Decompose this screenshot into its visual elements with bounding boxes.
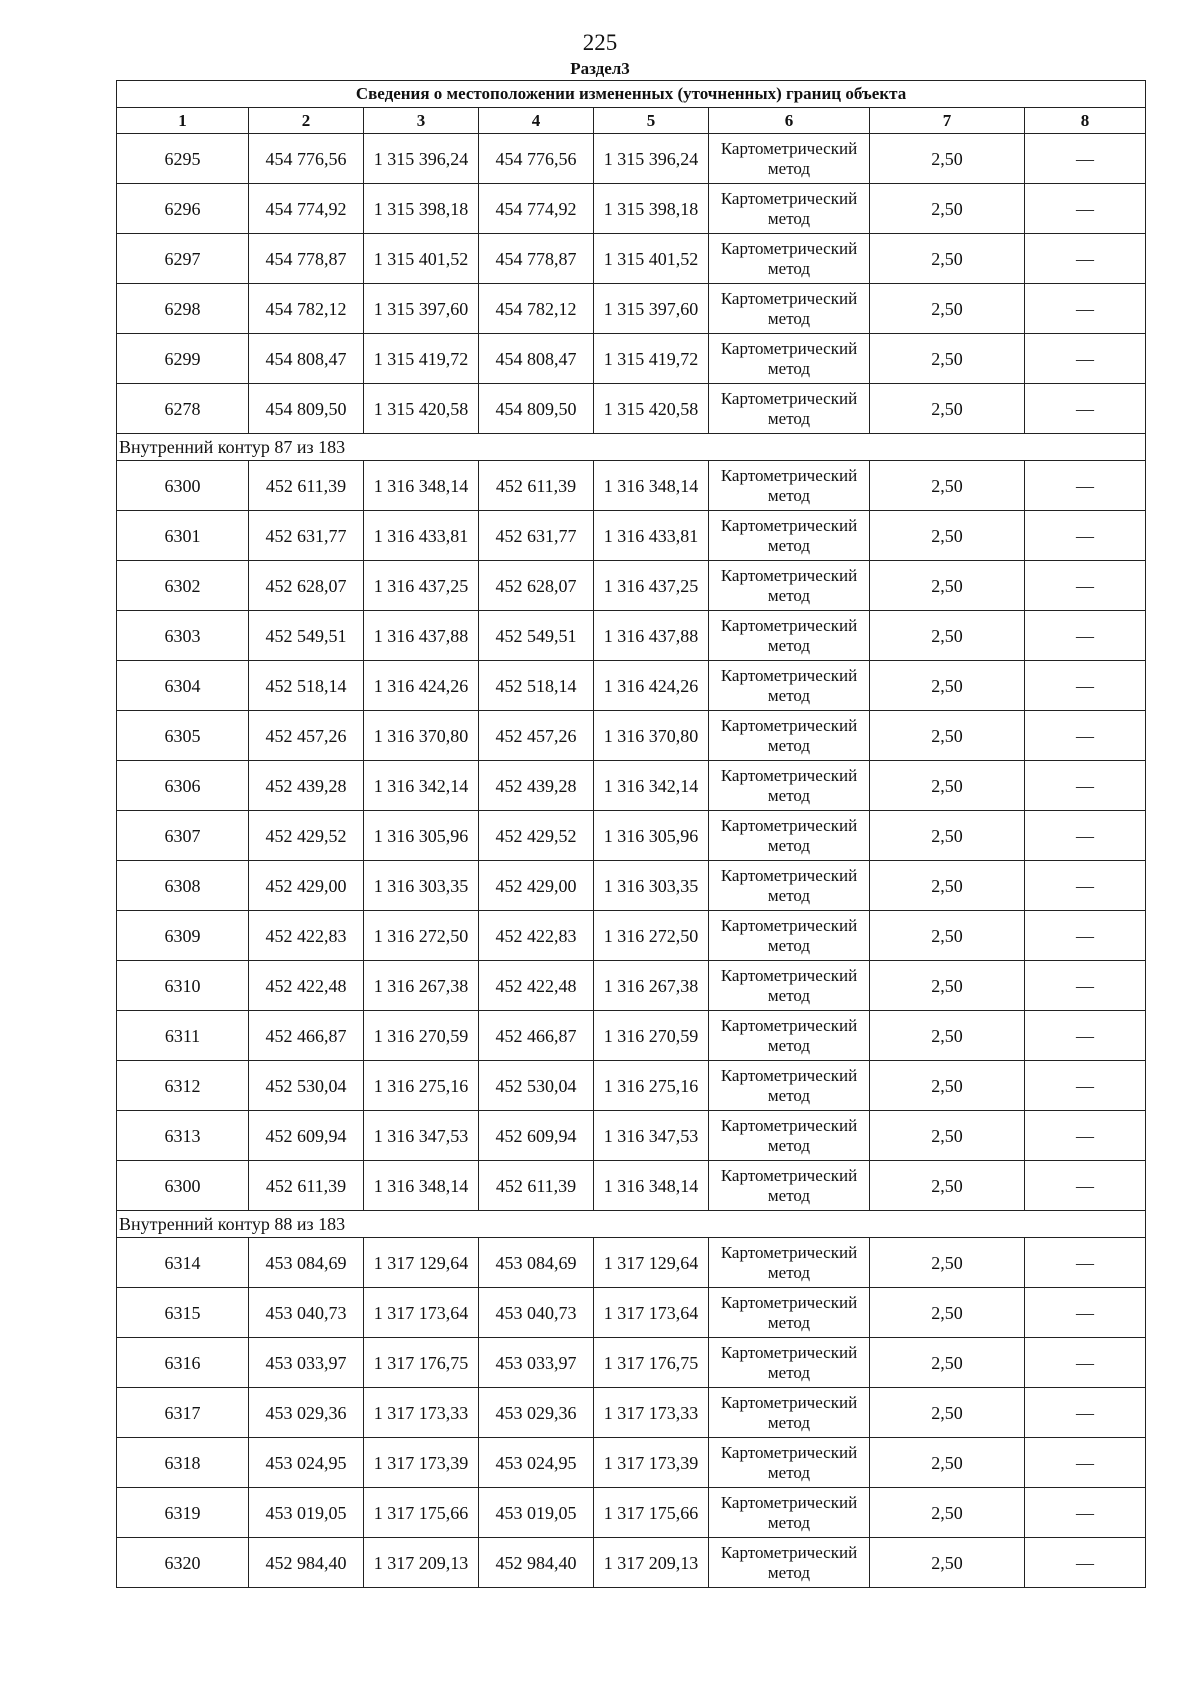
x-new-cell: 454 778,87 — [479, 234, 594, 284]
table-row — [117, 334, 1146, 384]
x-old-cell: 452 422,48 — [249, 961, 364, 1011]
y-new-cell: 1 316 267,38 — [594, 961, 709, 1011]
table-row — [117, 234, 1146, 284]
y-new-cell: 1 315 398,18 — [594, 184, 709, 234]
accuracy-cell: 2,50 — [870, 461, 1025, 511]
x-old-cell: 452 466,87 — [249, 1011, 364, 1061]
x-new-cell: 452 628,07 — [479, 561, 594, 611]
description-cell: — — [1025, 1538, 1146, 1588]
method-cell: Картометрический метод — [709, 1488, 870, 1538]
point-number-cell: 6320 — [117, 1538, 249, 1588]
point-number-cell: 6300 — [117, 1161, 249, 1211]
y-new-cell: 1 316 347,53 — [594, 1111, 709, 1161]
description-cell: — — [1025, 1338, 1146, 1388]
x-old-cell: 452 984,40 — [249, 1538, 364, 1588]
y-new-cell: 1 317 129,64 — [594, 1238, 709, 1288]
y-old-cell: 1 315 398,18 — [364, 184, 479, 234]
accuracy-cell: 2,50 — [870, 184, 1025, 234]
x-new-cell: 453 024,95 — [479, 1438, 594, 1488]
description-cell: — — [1025, 284, 1146, 334]
x-old-cell: 454 776,56 — [249, 134, 364, 184]
y-new-cell: 1 316 437,88 — [594, 611, 709, 661]
accuracy-cell: 2,50 — [870, 1338, 1025, 1388]
point-number-cell: 6298 — [117, 284, 249, 334]
accuracy-cell: 2,50 — [870, 561, 1025, 611]
method-cell: Картометрический метод — [709, 184, 870, 234]
x-new-cell: 452 530,04 — [479, 1061, 594, 1111]
y-old-cell: 1 316 437,25 — [364, 561, 479, 611]
method-cell: Картометрический метод — [709, 761, 870, 811]
y-new-cell: 1 315 396,24 — [594, 134, 709, 184]
x-new-cell: 452 429,52 — [479, 811, 594, 861]
y-new-cell: 1 316 272,50 — [594, 911, 709, 961]
point-number-cell: 6303 — [117, 611, 249, 661]
x-new-cell: 452 518,14 — [479, 661, 594, 711]
description-cell: — — [1025, 1438, 1146, 1488]
point-number-cell: 6304 — [117, 661, 249, 711]
description-cell: — — [1025, 1111, 1146, 1161]
x-new-cell: 452 466,87 — [479, 1011, 594, 1061]
column-number: 8 — [1025, 108, 1146, 134]
x-old-cell: 452 628,07 — [249, 561, 364, 611]
x-new-cell: 452 611,39 — [479, 1161, 594, 1211]
table-row — [117, 511, 1146, 561]
description-cell: — — [1025, 234, 1146, 284]
y-old-cell: 1 315 419,72 — [364, 334, 479, 384]
y-old-cell: 1 316 275,16 — [364, 1061, 479, 1111]
table-title-row — [117, 81, 1146, 108]
y-new-cell: 1 315 420,58 — [594, 384, 709, 434]
contour-label: Внутренний контур 87 из 183 — [117, 434, 1146, 461]
y-old-cell: 1 315 397,60 — [364, 284, 479, 334]
x-new-cell: 452 631,77 — [479, 511, 594, 561]
column-number: 7 — [870, 108, 1025, 134]
accuracy-cell: 2,50 — [870, 1288, 1025, 1338]
x-new-cell: 454 776,56 — [479, 134, 594, 184]
x-new-cell: 453 029,36 — [479, 1388, 594, 1438]
point-number-cell: 6296 — [117, 184, 249, 234]
table-row — [117, 761, 1146, 811]
y-new-cell: 1 317 209,13 — [594, 1538, 709, 1588]
x-old-cell: 453 084,69 — [249, 1238, 364, 1288]
contour-header-row — [117, 1211, 1146, 1238]
accuracy-cell: 2,50 — [870, 711, 1025, 761]
method-cell: Картометрический метод — [709, 611, 870, 661]
method-cell: Картометрический метод — [709, 711, 870, 761]
y-new-cell: 1 316 342,14 — [594, 761, 709, 811]
y-old-cell: 1 316 370,80 — [364, 711, 479, 761]
y-old-cell: 1 317 173,33 — [364, 1388, 479, 1438]
y-old-cell: 1 316 433,81 — [364, 511, 479, 561]
x-new-cell: 454 808,47 — [479, 334, 594, 384]
table-row — [117, 284, 1146, 334]
method-cell: Картометрический метод — [709, 284, 870, 334]
description-cell: — — [1025, 961, 1146, 1011]
description-cell: — — [1025, 711, 1146, 761]
x-new-cell: 452 549,51 — [479, 611, 594, 661]
x-new-cell: 453 040,73 — [479, 1288, 594, 1338]
accuracy-cell: 2,50 — [870, 134, 1025, 184]
column-number: 4 — [479, 108, 594, 134]
method-cell: Картометрический метод — [709, 1388, 870, 1438]
table-row — [117, 184, 1146, 234]
accuracy-cell: 2,50 — [870, 1061, 1025, 1111]
point-number-cell: 6319 — [117, 1488, 249, 1538]
x-new-cell: 453 019,05 — [479, 1488, 594, 1538]
x-old-cell: 452 631,77 — [249, 511, 364, 561]
accuracy-cell: 2,50 — [870, 384, 1025, 434]
x-old-cell: 453 033,97 — [249, 1338, 364, 1388]
description-cell: — — [1025, 134, 1146, 184]
table-row — [117, 661, 1146, 711]
accuracy-cell: 2,50 — [870, 1538, 1025, 1588]
table-row — [117, 1438, 1146, 1488]
point-number-cell: 6295 — [117, 134, 249, 184]
point-number-cell: 6316 — [117, 1338, 249, 1388]
table-row — [117, 1538, 1146, 1588]
table-row — [117, 1011, 1146, 1061]
y-new-cell: 1 317 176,75 — [594, 1338, 709, 1388]
y-old-cell: 1 317 173,64 — [364, 1288, 479, 1338]
y-new-cell: 1 316 437,25 — [594, 561, 709, 611]
y-old-cell: 1 316 342,14 — [364, 761, 479, 811]
point-number-cell: 6297 — [117, 234, 249, 284]
method-cell: Картометрический метод — [709, 661, 870, 711]
x-old-cell: 454 808,47 — [249, 334, 364, 384]
x-old-cell: 452 457,26 — [249, 711, 364, 761]
x-old-cell: 454 782,12 — [249, 284, 364, 334]
x-new-cell: 452 609,94 — [479, 1111, 594, 1161]
column-number: 2 — [249, 108, 364, 134]
y-old-cell: 1 316 270,59 — [364, 1011, 479, 1061]
table-row — [117, 1488, 1146, 1538]
x-new-cell: 452 611,39 — [479, 461, 594, 511]
table-row — [117, 711, 1146, 761]
method-cell: Картометрический метод — [709, 511, 870, 561]
method-cell: Картометрический метод — [709, 1111, 870, 1161]
accuracy-cell: 2,50 — [870, 811, 1025, 861]
table-row — [117, 961, 1146, 1011]
x-new-cell: 454 809,50 — [479, 384, 594, 434]
y-new-cell: 1 316 370,80 — [594, 711, 709, 761]
x-new-cell: 454 774,92 — [479, 184, 594, 234]
method-cell: Картометрический метод — [709, 1438, 870, 1488]
method-cell: Картометрический метод — [709, 961, 870, 1011]
y-old-cell: 1 316 348,14 — [364, 461, 479, 511]
y-new-cell: 1 316 433,81 — [594, 511, 709, 561]
accuracy-cell: 2,50 — [870, 1388, 1025, 1438]
point-number-cell: 6307 — [117, 811, 249, 861]
y-old-cell: 1 317 176,75 — [364, 1338, 479, 1388]
description-cell: — — [1025, 1288, 1146, 1338]
description-cell: — — [1025, 1488, 1146, 1538]
description-cell: — — [1025, 861, 1146, 911]
x-old-cell: 453 040,73 — [249, 1288, 364, 1338]
accuracy-cell: 2,50 — [870, 1011, 1025, 1061]
x-new-cell: 452 429,00 — [479, 861, 594, 911]
table-title: Сведения о местоположении измененных (уточненных) границ объекта — [117, 81, 1146, 108]
description-cell: — — [1025, 561, 1146, 611]
description-cell: — — [1025, 334, 1146, 384]
accuracy-cell: 2,50 — [870, 861, 1025, 911]
y-new-cell: 1 317 173,39 — [594, 1438, 709, 1488]
y-old-cell: 1 317 173,39 — [364, 1438, 479, 1488]
table-row — [117, 561, 1146, 611]
description-cell: — — [1025, 1161, 1146, 1211]
method-cell: Картометрический метод — [709, 234, 870, 284]
boundary-coordinates-table — [116, 80, 1146, 1588]
table-row — [117, 811, 1146, 861]
point-number-cell: 6305 — [117, 711, 249, 761]
table-row — [117, 1111, 1146, 1161]
description-cell: — — [1025, 184, 1146, 234]
x-old-cell: 452 609,94 — [249, 1111, 364, 1161]
method-cell: Картометрический метод — [709, 1338, 870, 1388]
x-old-cell: 452 422,83 — [249, 911, 364, 961]
method-cell: Картометрический метод — [709, 384, 870, 434]
point-number-cell: 6299 — [117, 334, 249, 384]
point-number-cell: 6301 — [117, 511, 249, 561]
x-old-cell: 452 530,04 — [249, 1061, 364, 1111]
y-old-cell: 1 316 305,96 — [364, 811, 479, 861]
table-row — [117, 134, 1146, 184]
table-row — [117, 911, 1146, 961]
table-row — [117, 1288, 1146, 1338]
point-number-cell: 6300 — [117, 461, 249, 511]
section-label: Раздел3 — [570, 59, 630, 78]
description-cell: — — [1025, 661, 1146, 711]
y-old-cell: 1 316 437,88 — [364, 611, 479, 661]
description-cell: — — [1025, 1238, 1146, 1288]
table-row — [117, 611, 1146, 661]
table-row — [117, 861, 1146, 911]
accuracy-cell: 2,50 — [870, 1238, 1025, 1288]
x-old-cell: 452 429,00 — [249, 861, 364, 911]
y-new-cell: 1 316 275,16 — [594, 1061, 709, 1111]
method-cell: Картометрический метод — [709, 561, 870, 611]
point-number-cell: 6317 — [117, 1388, 249, 1438]
accuracy-cell: 2,50 — [870, 234, 1025, 284]
y-old-cell: 1 317 129,64 — [364, 1238, 479, 1288]
y-new-cell: 1 316 348,14 — [594, 461, 709, 511]
accuracy-cell: 2,50 — [870, 1111, 1025, 1161]
point-number-cell: 6302 — [117, 561, 249, 611]
method-cell: Картометрический метод — [709, 861, 870, 911]
column-number: 5 — [594, 108, 709, 134]
column-number: 3 — [364, 108, 479, 134]
accuracy-cell: 2,50 — [870, 911, 1025, 961]
accuracy-cell: 2,50 — [870, 334, 1025, 384]
method-cell: Картометрический метод — [709, 334, 870, 384]
y-old-cell: 1 315 420,58 — [364, 384, 479, 434]
y-new-cell: 1 316 305,96 — [594, 811, 709, 861]
x-new-cell: 453 084,69 — [479, 1238, 594, 1288]
table-row — [117, 1388, 1146, 1438]
contour-label: Внутренний контур 88 из 183 — [117, 1211, 1146, 1238]
point-number-cell: 6308 — [117, 861, 249, 911]
y-old-cell: 1 317 209,13 — [364, 1538, 479, 1588]
x-old-cell: 452 518,14 — [249, 661, 364, 711]
x-new-cell: 452 984,40 — [479, 1538, 594, 1588]
x-old-cell: 453 024,95 — [249, 1438, 364, 1488]
y-old-cell: 1 316 424,26 — [364, 661, 479, 711]
x-old-cell: 452 611,39 — [249, 461, 364, 511]
description-cell: — — [1025, 1011, 1146, 1061]
table-row — [117, 1238, 1146, 1288]
y-new-cell: 1 315 401,52 — [594, 234, 709, 284]
x-old-cell: 454 778,87 — [249, 234, 364, 284]
y-old-cell: 1 316 267,38 — [364, 961, 479, 1011]
description-cell: — — [1025, 1388, 1146, 1438]
y-new-cell: 1 316 424,26 — [594, 661, 709, 711]
method-cell: Картометрический метод — [709, 1061, 870, 1111]
accuracy-cell: 2,50 — [870, 1488, 1025, 1538]
accuracy-cell: 2,50 — [870, 1161, 1025, 1211]
method-cell: Картометрический метод — [709, 811, 870, 861]
page-number: 225 — [582, 30, 618, 55]
x-new-cell: 452 457,26 — [479, 711, 594, 761]
table-row — [117, 461, 1146, 511]
y-old-cell: 1 317 175,66 — [364, 1488, 479, 1538]
y-new-cell: 1 317 173,64 — [594, 1288, 709, 1338]
x-old-cell: 452 439,28 — [249, 761, 364, 811]
accuracy-cell: 2,50 — [870, 511, 1025, 561]
description-cell: — — [1025, 811, 1146, 861]
point-number-cell: 6306 — [117, 761, 249, 811]
y-new-cell: 1 316 303,35 — [594, 861, 709, 911]
method-cell: Картометрический метод — [709, 1238, 870, 1288]
accuracy-cell: 2,50 — [870, 611, 1025, 661]
description-cell: — — [1025, 761, 1146, 811]
x-new-cell: 452 422,83 — [479, 911, 594, 961]
point-number-cell: 6312 — [117, 1061, 249, 1111]
table-row — [117, 1061, 1146, 1111]
accuracy-cell: 2,50 — [870, 284, 1025, 334]
x-old-cell: 452 611,39 — [249, 1161, 364, 1211]
accuracy-cell: 2,50 — [870, 1438, 1025, 1488]
point-number-cell: 6313 — [117, 1111, 249, 1161]
accuracy-cell: 2,50 — [870, 761, 1025, 811]
method-cell: Картометрический метод — [709, 1161, 870, 1211]
description-cell: — — [1025, 611, 1146, 661]
x-old-cell: 452 549,51 — [249, 611, 364, 661]
y-new-cell: 1 315 419,72 — [594, 334, 709, 384]
y-old-cell: 1 316 272,50 — [364, 911, 479, 961]
description-cell: — — [1025, 384, 1146, 434]
description-cell: — — [1025, 511, 1146, 561]
x-old-cell: 452 429,52 — [249, 811, 364, 861]
y-new-cell: 1 315 397,60 — [594, 284, 709, 334]
column-number: 1 — [117, 108, 249, 134]
x-old-cell: 453 019,05 — [249, 1488, 364, 1538]
y-new-cell: 1 316 348,14 — [594, 1161, 709, 1211]
x-old-cell: 454 809,50 — [249, 384, 364, 434]
method-cell: Картометрический метод — [709, 1538, 870, 1588]
method-cell: Картометрический метод — [709, 1011, 870, 1061]
x-old-cell: 453 029,36 — [249, 1388, 364, 1438]
y-new-cell: 1 317 175,66 — [594, 1488, 709, 1538]
contour-header-row — [117, 434, 1146, 461]
point-number-cell: 6309 — [117, 911, 249, 961]
table-row — [117, 1338, 1146, 1388]
x-old-cell: 454 774,92 — [249, 184, 364, 234]
column-number: 6 — [709, 108, 870, 134]
x-new-cell: 452 439,28 — [479, 761, 594, 811]
x-new-cell: 452 422,48 — [479, 961, 594, 1011]
point-number-cell: 6315 — [117, 1288, 249, 1338]
y-old-cell: 1 316 347,53 — [364, 1111, 479, 1161]
description-cell: — — [1025, 461, 1146, 511]
point-number-cell: 6318 — [117, 1438, 249, 1488]
y-new-cell: 1 316 270,59 — [594, 1011, 709, 1061]
accuracy-cell: 2,50 — [870, 661, 1025, 711]
accuracy-cell: 2,50 — [870, 961, 1025, 1011]
point-number-cell: 6278 — [117, 384, 249, 434]
y-old-cell: 1 315 396,24 — [364, 134, 479, 184]
description-cell: — — [1025, 911, 1146, 961]
description-cell: — — [1025, 1061, 1146, 1111]
method-cell: Картометрический метод — [709, 911, 870, 961]
method-cell: Картометрический метод — [709, 461, 870, 511]
x-new-cell: 454 782,12 — [479, 284, 594, 334]
table-row — [117, 1161, 1146, 1211]
point-number-cell: 6314 — [117, 1238, 249, 1288]
method-cell: Картометрический метод — [709, 1288, 870, 1338]
table-row — [117, 384, 1146, 434]
y-old-cell: 1 316 303,35 — [364, 861, 479, 911]
point-number-cell: 6311 — [117, 1011, 249, 1061]
point-number-cell: 6310 — [117, 961, 249, 1011]
table-body — [117, 134, 1146, 1588]
column-number-row — [117, 108, 1146, 134]
y-new-cell: 1 317 173,33 — [594, 1388, 709, 1438]
x-new-cell: 453 033,97 — [479, 1338, 594, 1388]
y-old-cell: 1 315 401,52 — [364, 234, 479, 284]
y-old-cell: 1 316 348,14 — [364, 1161, 479, 1211]
method-cell: Картометрический метод — [709, 134, 870, 184]
